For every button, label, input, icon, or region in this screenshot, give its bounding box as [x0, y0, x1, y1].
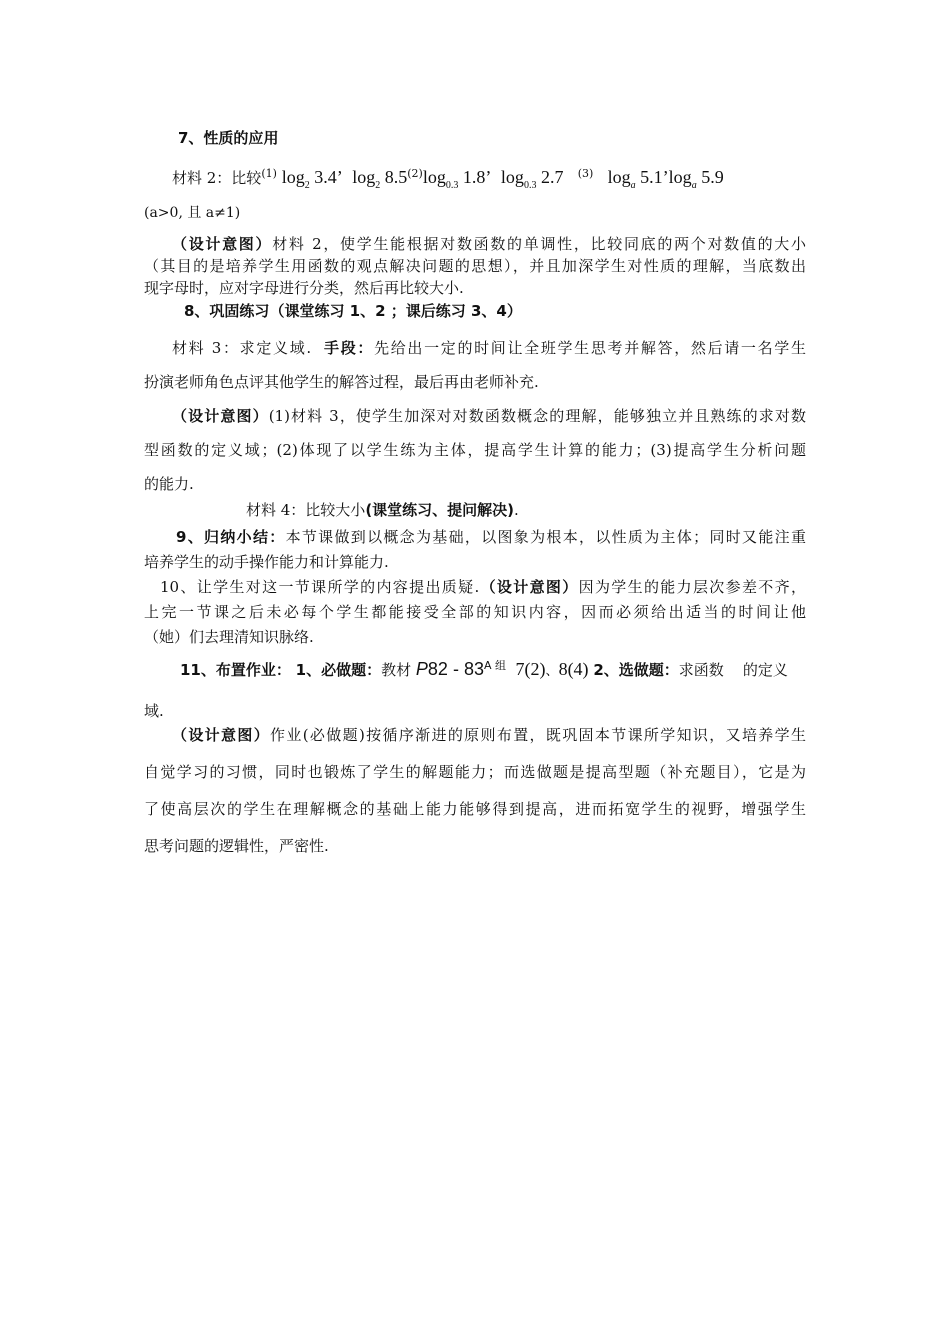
section-7-heading: 7、性质的应用: [178, 129, 279, 147]
section-10-line-3: （她）们去理清知识脉络.: [144, 628, 314, 646]
s7-intent-line-2: （其目的是培养学生用函数的观点解决问题的思想），并且加深学生对性质的理解，当底数出: [144, 257, 806, 275]
log-expr-1b: $\log_2 8.5$: [352, 167, 408, 191]
log-expr-2b: $\log_{0.3} 2.7$: [500, 167, 564, 191]
s8-intent-line-2: 型函数的定义域；(2)体现了以学生练为主体，提高学生计算的能力；(3)提高学生分析问题: [144, 441, 806, 459]
s7-intent-line-1: （设计意图）材料 2，使学生能根据对数函数的单调性，比较同底的两个对数值的大小: [172, 235, 806, 253]
group-label: A 组: [483, 659, 506, 672]
s8-intent-line-1: （设计意图）(1)材料 3，使学生加深对对数函数概念的理解，能够独立并且熟练的求对数: [172, 407, 806, 425]
item-2-number: (2): [407, 167, 423, 180]
material-3-line-1: 材料 3：求定义域. 手段：先给出一定的时间让全班学生思考并解答，然后请一名学生: [172, 339, 806, 357]
section-8-heading: 8、巩固练习（课堂练习 1、2 ；课后练习 3、4）: [184, 302, 522, 320]
s12-intent-line-1: （设计意图）作业(必做题)按循序渐进的原则布置，既巩固本节课所学知识，又培养学生: [172, 726, 806, 744]
required-label: 1、必做题：: [295, 661, 382, 679]
means-label: 手段：: [324, 339, 375, 357]
material-4-line: 材料 4：比较大小(课堂练习、提问解决).: [246, 501, 519, 519]
s8-intent-line-3: 的能力.: [144, 475, 194, 493]
log-expr-1a: $\log_2 3.4$’: [281, 167, 343, 191]
section-10-line-1: 10、让学生对这一节课所学的内容提出质疑.（设计意图）因为学生的能力层次参差不齐，: [160, 578, 806, 596]
material-2-line: [172, 162, 724, 198]
log-expr-3a: $\log_a 5.1$’: [607, 167, 669, 191]
design-intent-label: （设计意图）: [479, 578, 579, 596]
section-11-line-1: 11、布置作业： 1、必做题：教材 $P82 - 83^{A 组}$ 7(2)、8(4) 2、选做题：求函数 的定义: [180, 659, 788, 679]
s12-intent-line-4: 思考问题的逻辑性，严密性.: [144, 837, 329, 855]
design-intent-label: （设计意图）: [172, 726, 271, 744]
design-intent-label: （设计意图）: [172, 407, 269, 425]
summary-label: 9、归纳小结：: [176, 528, 286, 546]
s7-intent-line-3: 现字母时，应对字母进行分类，然后再比较大小.: [144, 279, 464, 297]
section-10-line-2: 上完一节课之后未必每个学生都能接受全部的知识内容，因而必须给出适当的时间让他: [144, 603, 806, 621]
section-9-line-1: 9、归纳小结：本节课做到以概念为基础，以图象为根本，以性质为主体；同时又能注重: [176, 528, 806, 546]
material-3-line-2: 扮演老师角色点评其他学生的解答过程，最后再由老师补充.: [144, 373, 539, 391]
exercise-numbers: 7(2)、8(4): [515, 659, 589, 679]
homework-label: 11、布置作业：: [180, 661, 291, 679]
optional-label: 2、选做题：: [593, 661, 679, 679]
design-intent-label: （设计意图）: [172, 235, 273, 253]
section-11-line-2: 域.: [144, 702, 164, 720]
material-2-label: 材料 2：比较: [172, 169, 262, 187]
textbook-pages: P82 - 83: [415, 659, 484, 679]
log-expr-2a: $\log_{0.3} 1.8$’: [422, 167, 492, 191]
condition-text: (a>0, 且 a≠1): [144, 205, 241, 221]
material-4-bold: (课堂练习、提问解决): [365, 501, 515, 519]
section-9-line-2: 培养学生的动手操作能力和计算能力.: [144, 553, 389, 571]
s12-intent-line-3: 了使高层次的学生在理解概念的基础上能力能够得到提高，进而拓宽学生的视野，增强学生: [144, 800, 806, 818]
item-1-number: (1): [261, 167, 277, 180]
item-3-number: (3): [577, 167, 594, 180]
s12-intent-line-2: 自觉学习的习惯，同时也锻炼了学生的解题能力；而选做题是提高型题（补充题目），它是为: [144, 763, 806, 781]
log-expr-3b: $\log_a 5.9$: [668, 167, 724, 191]
